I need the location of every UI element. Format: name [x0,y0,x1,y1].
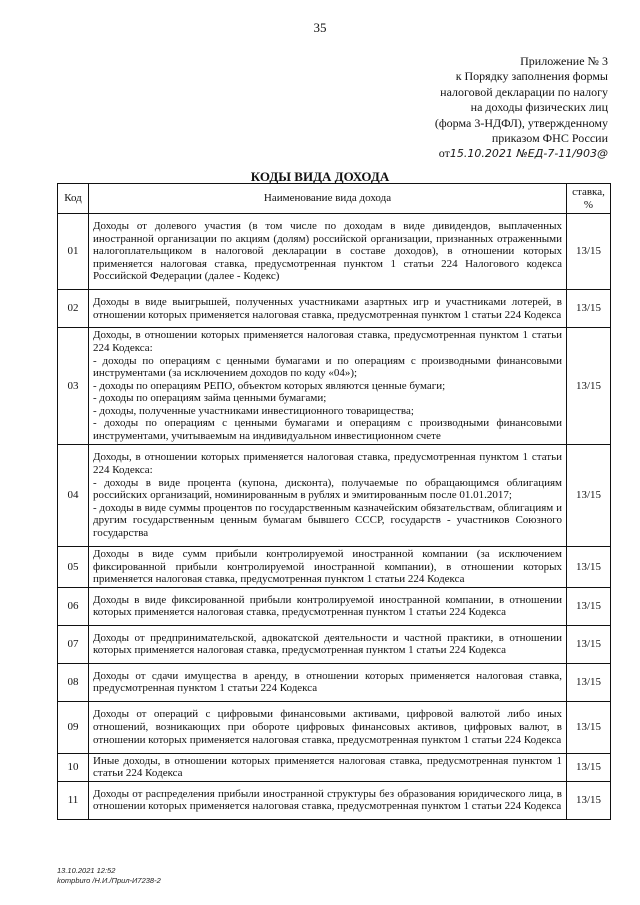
appendix-line: Приложение № 3 [520,54,608,68]
row-name-line: Доходы от предпринимательской, адвокатской деятельности и частной практики, в отношении которых применяется налоговая ставка, предусмотренная пунктом 1 статьи 224 Кодекса [93,631,562,657]
row-rate: 13/15 [567,214,611,290]
table-row [58,290,611,328]
row-code: 05 [58,547,89,588]
row-name-line: Доходы от долевого участия (в том числе по доходам в виде дивидендов, выплаченных иностранной организации по акциям (долям) российской организации, признанных отраженными налогоплательщиком в налоговой декларации в составе доходов), в отношении которых применяется налоговая ставка, предусмотренная пунктом 1 статьи 224 Налогового кодекса Российской Федерации (далее - Кодекс) [93,220,562,283]
row-rate: 13/15 [567,445,611,547]
row-rate: 13/15 [567,701,611,753]
row-name [89,625,567,663]
header-name: Наименование вида дохода [89,184,567,214]
appendix-line: (форма 3-НДФЛ), утвержденному [434,115,608,130]
table-row [58,753,611,781]
table-row [58,587,611,625]
row-code: 06 [58,587,89,625]
row-code: 08 [58,663,89,701]
row-rate: 13/15 [567,328,611,445]
row-name [89,445,567,547]
appendix-line: приказом ФНС России [491,131,608,146]
row-name [89,214,567,290]
row-name [89,753,567,781]
print-path: kompburo /Н.И./Прил-И7238-2 [57,876,161,885]
row-name [89,547,567,588]
table-header-row [58,184,611,214]
row-name-line: Доходы в виде фиксированной прибыли контролируемой иностранной компании, в отношении которых применяется налоговая ставка, предусмотренная пунктом 1 статьи 224 Кодекса [93,593,562,619]
row-rate: 13/15 [567,781,611,819]
table-row [58,781,611,819]
handwritten-order-number: 15.10.2021 №ЕД-7-11/903@ [449,147,608,161]
row-name-line: - доходы, полученные участниками инвестиционного товарищества; [93,404,414,417]
row-name [89,587,567,625]
row-name [89,663,567,701]
row-rate: 13/15 [567,625,611,663]
income-codes-table [57,183,611,820]
table-row [58,328,611,445]
table-row [58,625,611,663]
row-name-line: Доходы, в отношении которых применяется налоговая ставка, предусмотренная пунктом 1 статьи 224 Кодекса: [93,451,562,477]
row-name-line: Доходы в виде сумм прибыли контролируемой иностранной компании (за исключением фиксированной прибыли контролируемой иностранной компании), в отношении которых применяется налоговая ставка, предусмотренная пунктом 1 статьи 224 Кодекса [93,548,562,586]
order-date-number [435,146,608,161]
row-rate: 13/15 [567,290,611,328]
row-name [89,701,567,753]
row-code: 04 [58,445,89,547]
page-number: 35 [313,20,327,35]
table-row [58,701,611,753]
table-row [58,445,611,547]
row-name-line: Доходы от операций с цифровыми финансовыми активами, цифровой валютой либо иных отношений, возникающих при обороте цифровых финансовых активов, цифровых валют, в отношении которых применяется налоговая ставка, предусмотренная пунктом 1 статьи 224 Кодекса [93,708,562,746]
row-code: 11 [58,781,89,819]
row-name-line: - доходы по операциям РЕПО, объектом которых являются ценные бумаги; [93,379,446,392]
header-rate: ставка, % [567,184,611,214]
row-code: 02 [58,290,89,328]
row-code: 07 [58,625,89,663]
print-footer [57,866,161,886]
appendix-line: к Порядку заполнения формы [455,69,608,84]
row-name-line: Доходы от сдачи имущества в аренду, в отношении которых применяется налоговая ставка, предусмотренная пунктом 1 статьи 224 Кодекса [93,669,562,695]
row-name [89,781,567,819]
appendix-line: налоговой декларации по налогу [440,84,608,99]
row-name-line: Доходы, в отношении которых применяется налоговая ставка, предусмотренная пунктом 1 статьи 224 Кодекса: [93,329,562,354]
row-name [89,290,567,328]
row-name-line: Иные доходы, в отношении которых применяется налоговая ставка, предусмотренная пунктом 1 статьи 224 Кодекса [93,754,562,780]
row-rate: 13/15 [567,663,611,701]
table-row [58,547,611,588]
row-rate: 13/15 [567,587,611,625]
row-name-line: Доходы от распределения прибыли иностранной структуры без образования юридического лица, в отношении которых применяется налоговая ставка, предусмотренная пунктом 1 статьи 224 Кодекса [93,787,562,813]
row-code: 03 [58,328,89,445]
row-name-line: - доходы по операциям с ценными бумагами и операциям с производными финансовыми инструментами, учитываемым на индивидуальном инвестиционном счете [93,417,562,443]
header-code: Код [58,184,89,214]
page-title: КОДЫ ВИДА ДОХОДА [250,169,390,184]
row-name-line: - доходы по операциям с ценными бумагами и по операциям с производными финансовыми инструментами (за исключением доходов по коду «04»); [93,354,562,380]
row-name-line: - доходы по операциям займа ценными бумагами; [93,392,327,405]
appendix-header [435,54,608,162]
print-timestamp: 13.10.2021 12:52 [57,866,116,875]
row-code: 10 [58,753,89,781]
table-row [58,663,611,701]
row-code: 01 [58,214,89,290]
row-name-line: Доходы в виде выигрышей, полученных участниками азартных игр и участниками лотерей, в отношении которых применяется налоговая ставка, предусмотренная пунктом 1 статьи 224 Кодекса [93,295,562,321]
row-name-line: - доходы в виде процента (купона, дисконта), получаемые по обращающимся облигациям российских организаций, номинированным в рублях и эмитированным после 01.01.2017; [93,476,562,502]
table-row [58,214,611,290]
order-prefix: от [438,146,450,161]
row-rate: 13/15 [567,547,611,588]
row-code: 09 [58,701,89,753]
row-name-line: - доходы в виде суммы процентов по государственным казначейским обязательствам, облигациям и другим государственным ценным бумагам бывшего СССР, государств - участников Союзного государства [93,501,562,539]
appendix-line: на доходы физических лиц [470,100,608,115]
row-rate: 13/15 [567,753,611,781]
row-name [89,328,567,445]
